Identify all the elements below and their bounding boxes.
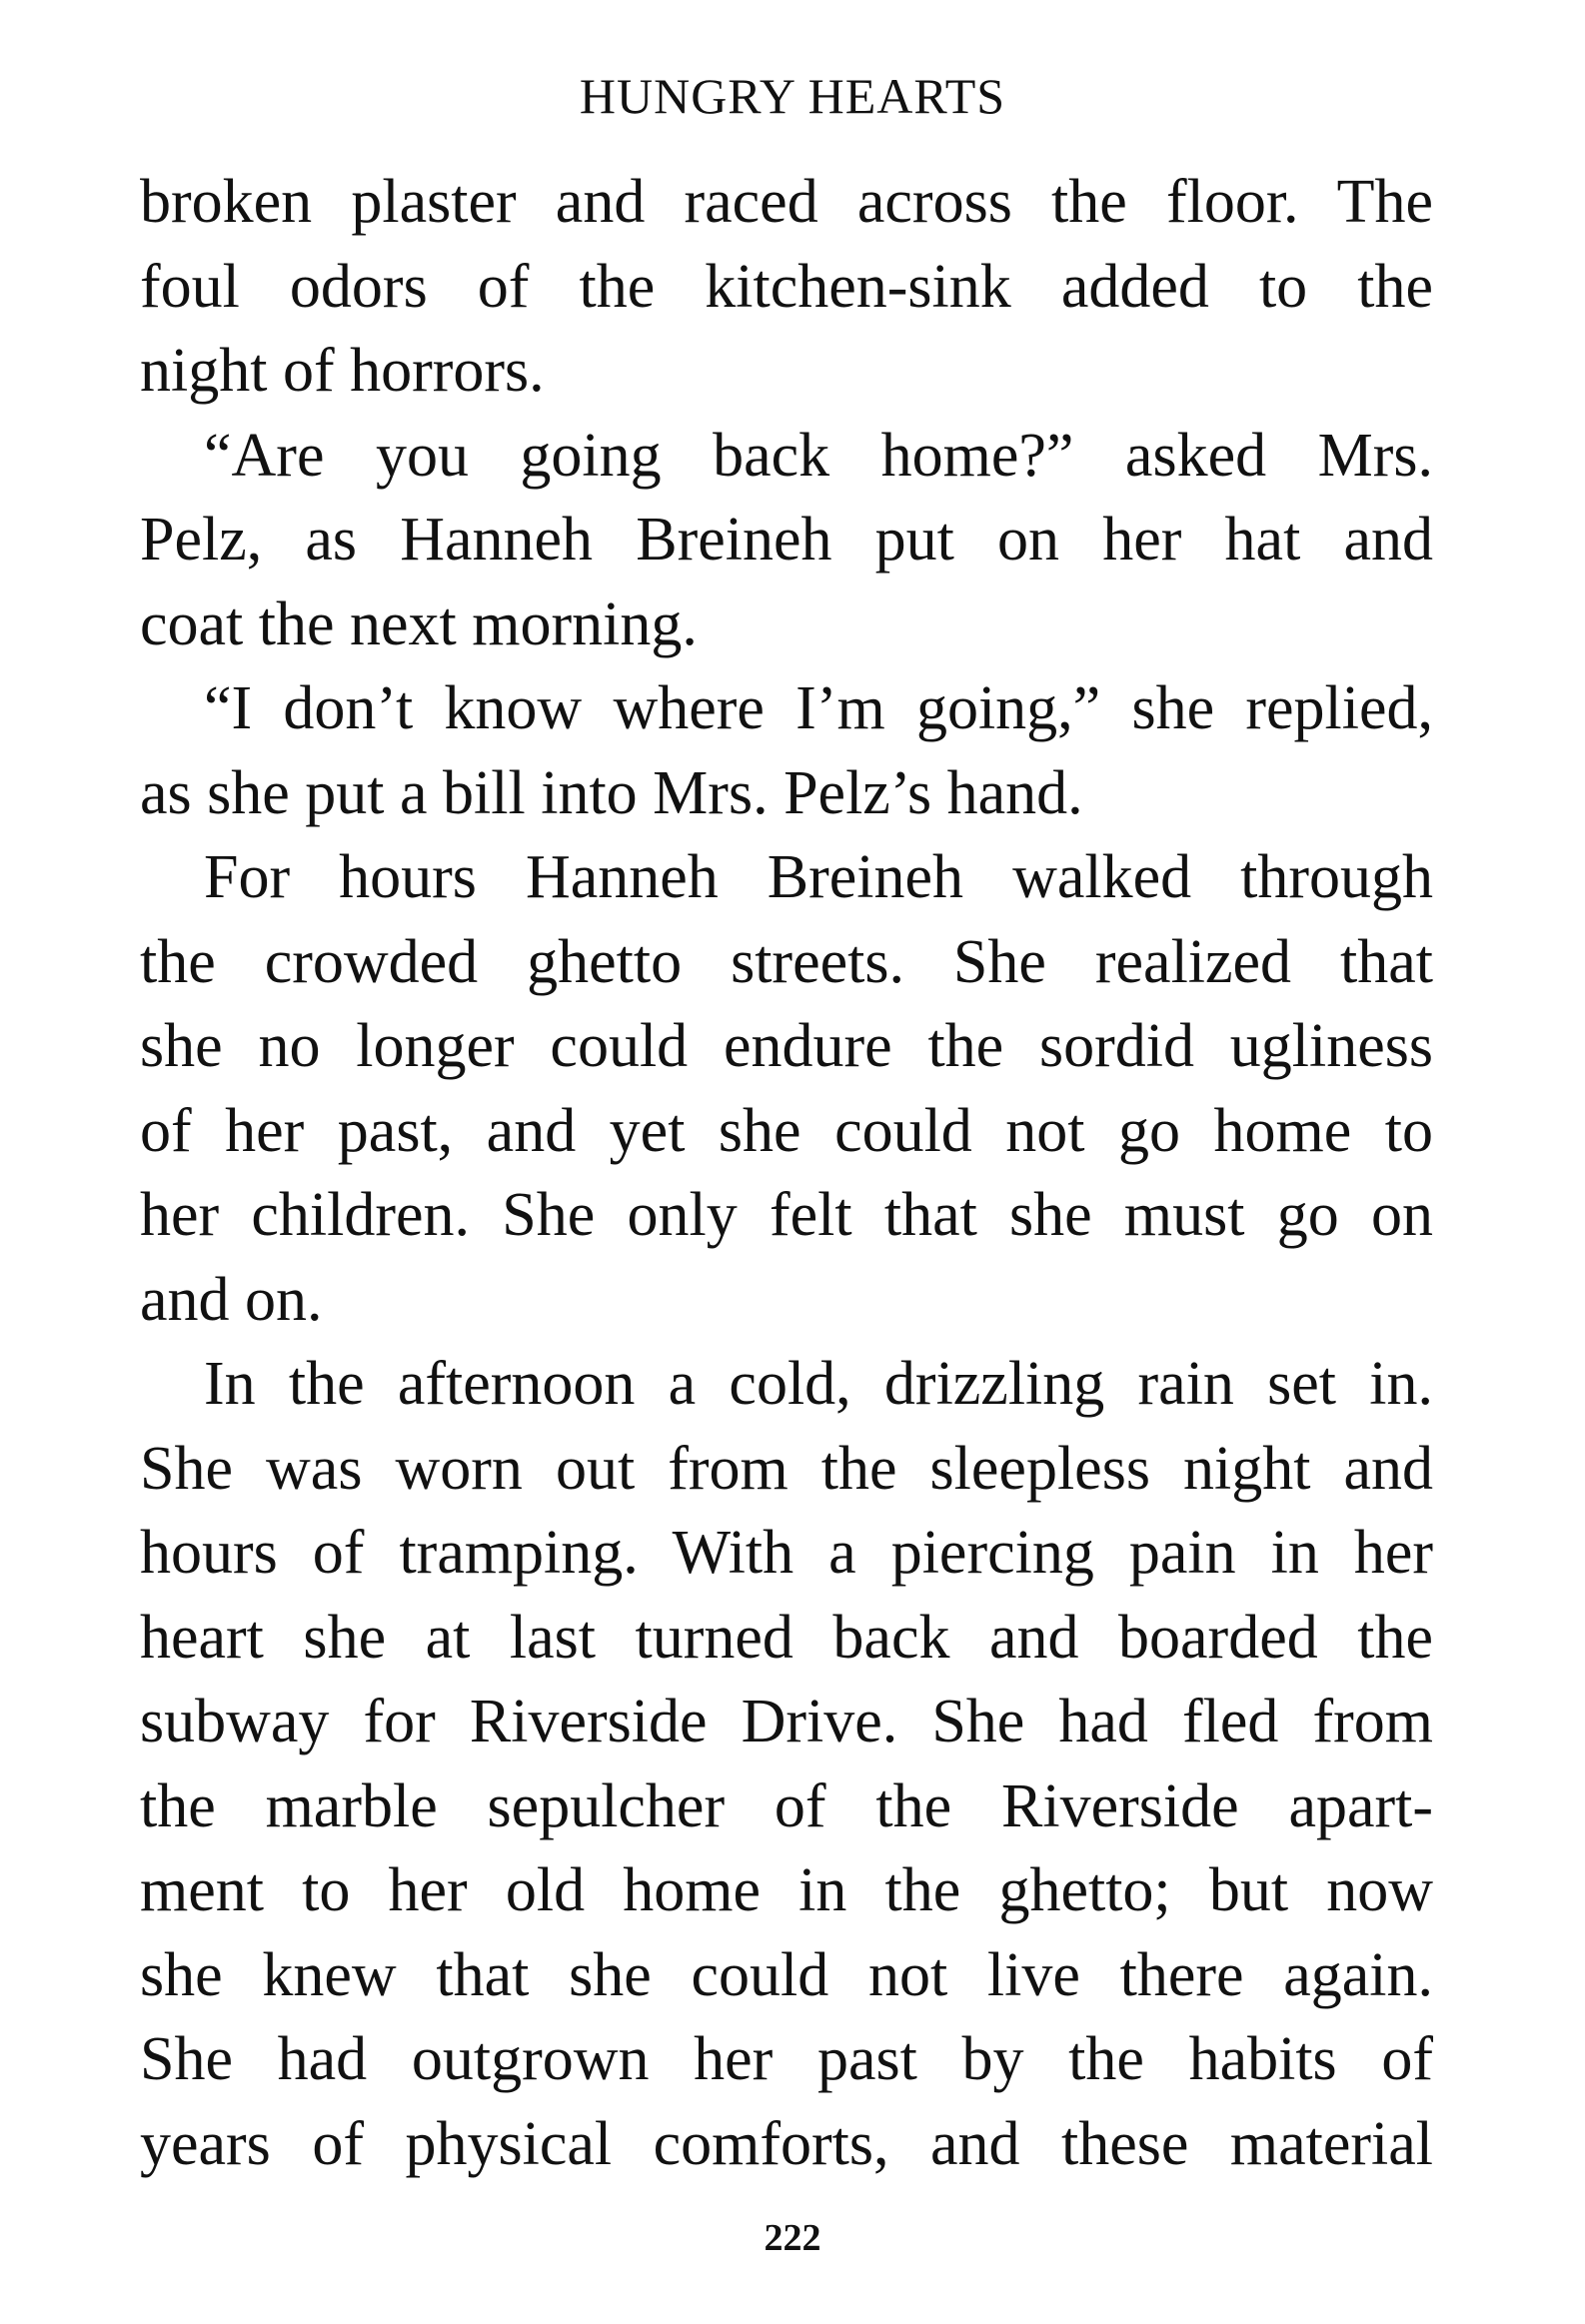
page-number: 222 bbox=[764, 2217, 821, 2259]
text-line: of her past, and yet she could not go home to bbox=[140, 1096, 1433, 1165]
text-line: subway for Riverside Drive. She had fled from bbox=[140, 1688, 1433, 1755]
text-line: In the afternoon a cold, drizzling rain set in. bbox=[204, 1350, 1433, 1418]
text-line: hours of tramping. With a piercing pain in her bbox=[140, 1519, 1433, 1587]
text-line: “Are you going back home?” asked Mrs. bbox=[204, 421, 1433, 490]
body-text bbox=[140, 160, 1433, 2186]
text-line: broken plaster and raced across the floor. The bbox=[140, 168, 1433, 236]
text-line: “I don’t know where I’m going,” she replied, bbox=[204, 674, 1433, 742]
text-line: years of physical comforts, and these material bbox=[140, 2109, 1433, 2178]
text-line: the crowded ghetto streets. She realized that bbox=[140, 927, 1433, 996]
running-head-title: HUNGRY HEARTS bbox=[579, 68, 1006, 124]
text-line: and on. bbox=[140, 1265, 323, 1334]
text-line: foul odors of the kitchen-sink added to the bbox=[140, 252, 1433, 321]
text-line: coat the next morning. bbox=[140, 589, 698, 658]
text-line: her children. She only felt that she must go on bbox=[140, 1181, 1433, 1249]
text-line: ment to her old home in the ghetto; but now bbox=[140, 1856, 1433, 1924]
text-line: as she put a bill into Mrs. Pelz’s hand. bbox=[140, 758, 1083, 827]
text-line: Pelz, as Hanneh Breineh put on her hat and bbox=[140, 506, 1433, 574]
text-line: she knew that she could not live there again. bbox=[140, 1940, 1433, 2009]
text-line: she no longer could endure the sordid ugliness bbox=[140, 1012, 1433, 1080]
text-line: the marble sepulcher of the Riverside apart- bbox=[140, 1771, 1433, 1840]
text-line: heart she at last turned back and boarded the bbox=[140, 1603, 1433, 1672]
text-line: For hours Hanneh Breineh walked through bbox=[204, 843, 1433, 911]
text-line: She was worn out from the sleepless night and bbox=[140, 1434, 1433, 1503]
text-line: night of horrors. bbox=[140, 337, 545, 405]
text-line: She had outgrown her past by the habits of bbox=[140, 2025, 1433, 2093]
